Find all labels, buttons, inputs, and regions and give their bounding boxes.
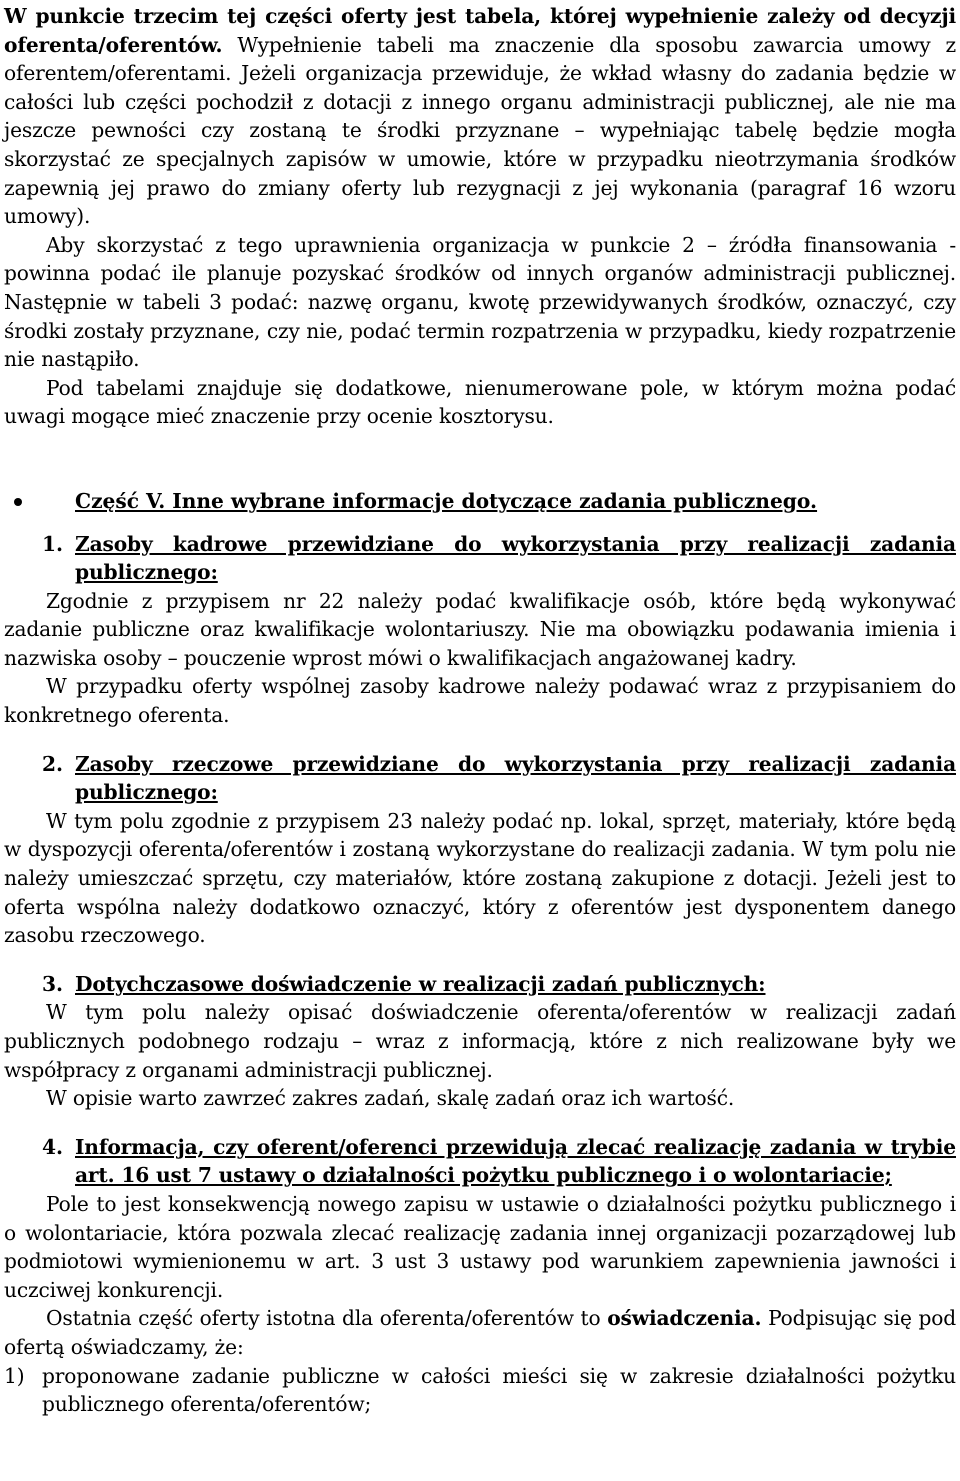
section-2	[4, 750, 956, 950]
section-paragraph: W opisie warto zawrzeć zakres zadań, skalę zadań oraz ich wartość.	[46, 1086, 735, 1111]
section-heading: Zasoby rzeczowe przewidziane do wykorzystania przy realizacji zadania publicznego:	[75, 751, 956, 805]
list-item-text: proponowane zadanie publiczne w całości mieści się w zakresie działalności pożytku publicznego oferenta/oferentów;	[42, 1363, 956, 1417]
intro-text: Wypełnienie tabeli ma znaczenie dla sposobu zawarcia umowy z oferentem/oferentami. Jeżeli organizacja przewiduje, że wkład własny do zadania będzie w całości lub części pochodził z dotacji z innego organu administracji publicznej, ale nie ma jeszcze pewności czy zostaną te środki przyznane – wypełniając tabelę będzie mogła skorzystać ze specjalnych zapisów w umowie, które w przypadku nieotrzymania środków zapewnią jej prawo do zmiany oferty lub rezygnacji z jej wykonania (paragraf 16 wzoru umowy).	[4, 32, 956, 229]
list-item	[4, 1362, 956, 1419]
document-page	[4, 0, 956, 1419]
intro-bold-text: W punkcie trzecim tej części oferty jest tabela, której wypełnienie zależy od decyzji oferenta/oferentów.	[4, 4, 956, 57]
section-paragraph: W tym polu zgodnie z przypisem 23 należy podać np. lokal, sprzęt, materiały, które będą w dyspozycji oferenta/oferentów i zostaną wykorzystane do realizacji zadania. W tym polu nie należy umieszczać sprzętu, czy materiałów, które zostaną zakupione z dotacji. Jeżeli jest to oferta wspólna należy dodatkowo oznaczyć, który z oferentów jest dysponentem danego zasobu rzeczowego.	[4, 808, 956, 948]
section-paragraph: W tym polu należy opisać doświadczenie oferenta/oferentów w realizacji zadań publicznych podobnego rodzaju – wraz z informacją, które z nich realizowane były we współpracy z organami administracji publicznej.	[4, 1000, 956, 1082]
section-paragraph: W przypadku oferty wspólnej zasoby kadrowe należy podawać wraz z przypisaniem do konkretnego oferenta.	[4, 674, 956, 728]
section-number: 4.	[42, 1134, 64, 1159]
section-heading: Informacja, czy oferent/oferenci przewidują zlecać realizację zadania w trybie art. 16 ust 7 ustawy o działalności pożytku publicznego i o wolontariacie;	[75, 1134, 956, 1188]
intro-paragraph-1	[4, 2, 956, 231]
section-paragraph: Pole to jest konsekwencją nowego zapisu w ustawie o działalności pożytku publicznego i o wolontariacie, która pozwala zlecać realizację zadania innej organizacji pozarządowej lub podmiotowi wymienionemu w art. 3 ust 3 ustawy pod warunkiem zapewnienia jawności i uczciwej konkurencji.	[4, 1191, 956, 1302]
closing-bold-text: oświadczenia.	[607, 1306, 762, 1331]
section-paragraph: Zgodnie z przypisem nr 22 należy podać kwalifikacje osób, które będą wykonywać zadanie publiczne oraz kwalifikacje wolontariuszy. Nie ma obowiązku podawania imienia i nazwiska osoby – pouczenie wprost mówi o kwalifikacjach angażowanej kadry.	[4, 588, 956, 670]
intro-paragraph-2: Aby skorzystać z tego uprawnienia organizacja w punkcie 2 – źródła finansowania - powinna podać ile planuje pozyskać środków od innych organów administracji publicznej. Następnie w tabeli 3 podać: nazwę organu, kwotę przewidywanych środków, oznaczyć, czy środki zostały przyznane, czy nie, podać termin rozpatrzenia w przypadku, kiedy rozpatrzenie nie nastąpiło.	[4, 232, 956, 372]
section-4	[4, 1133, 956, 1305]
section-heading: Zasoby kadrowe przewidziane do wykorzystania przy realizacji zadania publicznego:	[75, 531, 956, 585]
closing-paragraph: Ostatnia część oferty istotna dla oferenta/oferentów to oświadczenia. Podpisując się pod ofertą oświadczamy, że:	[4, 1306, 956, 1359]
section-number: 3.	[42, 971, 64, 996]
section-number: 1.	[42, 531, 64, 556]
section-1	[4, 530, 956, 730]
section-number: 2.	[42, 751, 64, 776]
section-heading: Dotychczasowe doświadczenie w realizacji zadań publicznych:	[75, 971, 766, 996]
bullet-icon	[14, 498, 22, 506]
intro-paragraph-3: Pod tabelami znajduje się dodatkowe, nienumerowane pole, w którym można podać uwagi mogące mieć znaczenie przy ocenie kosztorysu.	[4, 375, 956, 429]
part-v-heading	[4, 487, 956, 516]
section-3	[4, 970, 956, 1113]
list-item-number: 1)	[4, 1363, 25, 1388]
part-v-heading-text: Część V. Inne wybrane informacje dotyczące zadania publicznego.	[75, 488, 818, 513]
